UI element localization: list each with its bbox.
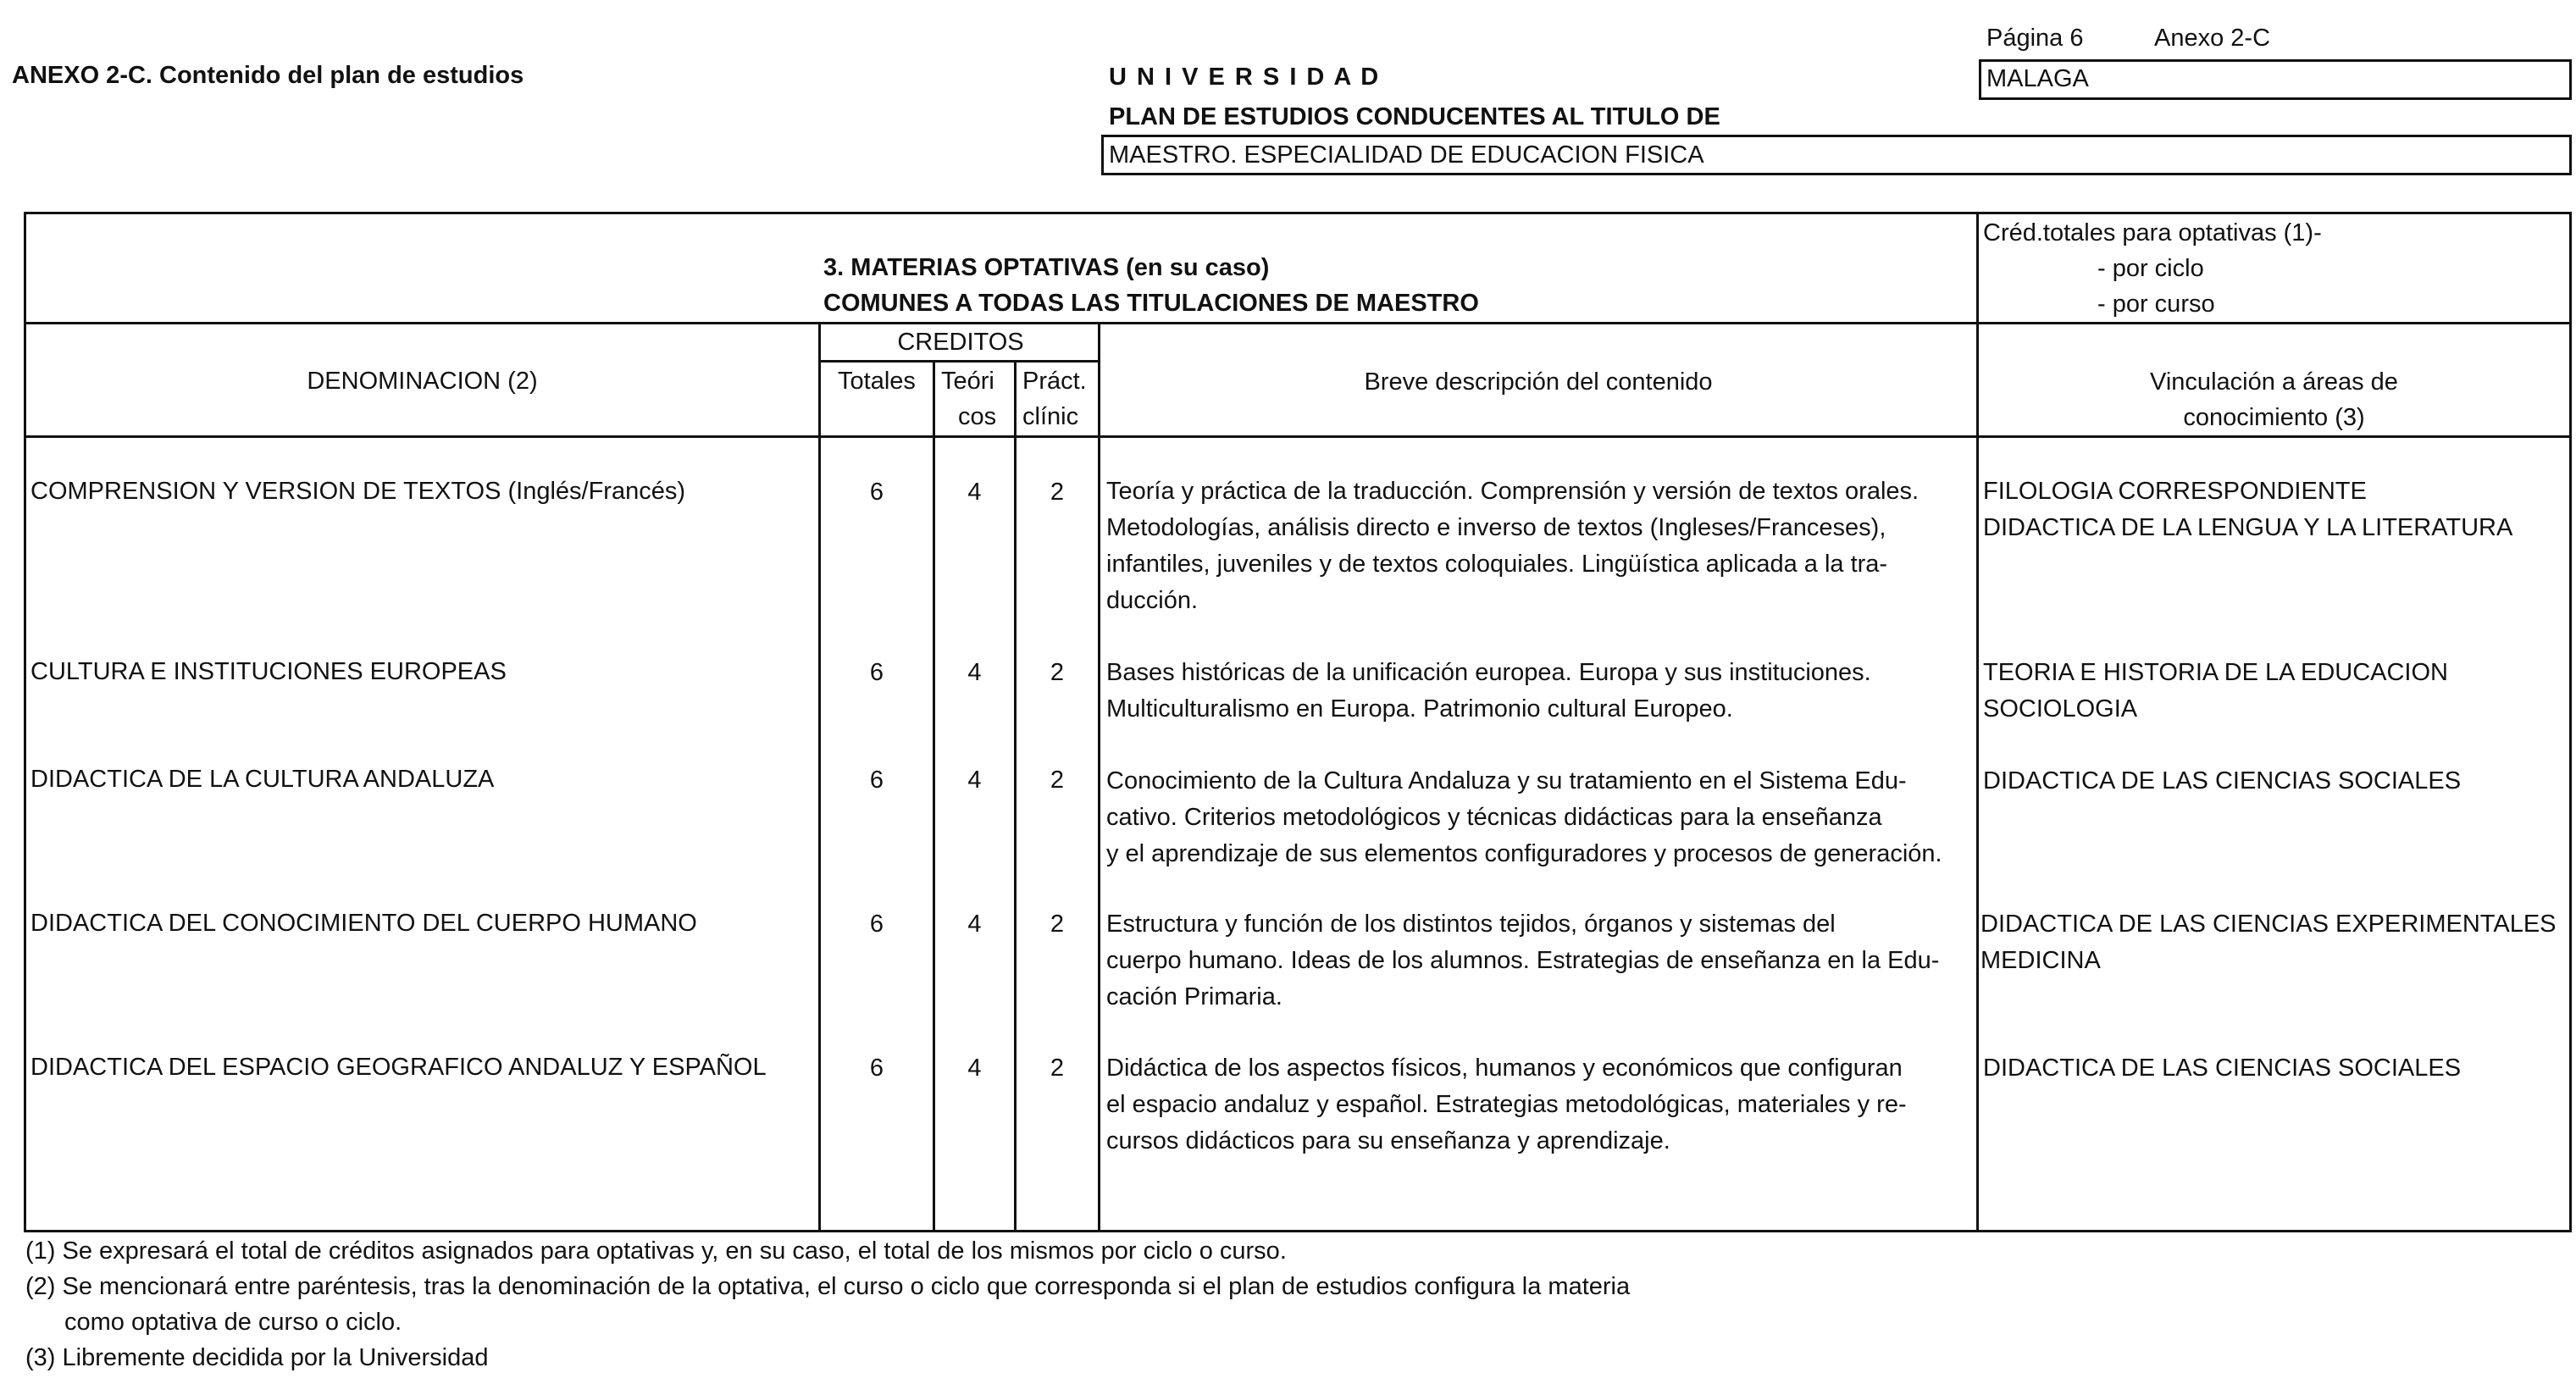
course-name: COMPRENSION Y VERSION DE TEXTOS (Inglés/Francés) [30,478,686,505]
credits-theory: 4 [967,1055,982,1082]
col-teoricos-line1: Teóri [941,368,994,395]
credits-total: 6 [869,767,884,794]
credits-total: 6 [869,911,884,938]
page-number-label: Página 6 [1986,25,2084,52]
annex-title: ANEXO 2-C. Contenido del plan de estudios [12,62,524,89]
col-descripcion: Breve descripción del contenido [1364,368,1713,396]
knowledge-areas: TEORIA E HISTORIA DE LA EDUCACION SOCIOLOGIA [1983,659,2448,722]
credits-practice: 2 [1050,911,1065,938]
course-description: Conocimiento de la Cultura Andaluza y su tratamiento en el Sistema Edu- cativo. Criterios metodológicos y técnicas didácticas para la enseñanza y el aprendizaje de sus elementos configuradores y procesos de generación. [1106,767,1942,867]
credits-practice: 2 [1050,659,1065,686]
credits-practice: 2 [1050,767,1065,794]
course-description: Didáctica de los aspectos físicos, humanos y económicos que configuran el espacio andaluz y español. Estrategias metodológicas, materiales y re- cursos didácticos para su enseñanza y aprendizaje. [1106,1055,1907,1154]
course-name: CULTURA E INSTITUCIONES EUROPEAS [30,658,507,685]
university-label: U N I V E R S I D A D [1109,64,1381,91]
col-practicos-line1: Práct. [1022,368,1087,395]
credits-theory: 4 [967,767,982,794]
course-name: DIDACTICA DE LA CULTURA ANDALUZA [30,766,495,793]
credits-practice: 2 [1050,479,1065,506]
footnote-2: (2) Se mencionará entre paréntesis, tras la denominación de la optativa, el curso o ciclo que corresponda si el plan de estudios configura la materia [25,1273,1631,1300]
knowledge-areas: FILOLOGIA CORRESPONDIENTE DIDACTICA DE LA LENGUA Y LA LITERATURA [1983,478,2513,541]
credits-total-label: Créd.totales para optativas (1)- [1983,219,2322,246]
credits-per-course-label: - por curso [2097,291,2215,318]
knowledge-areas: DIDACTICA DE LAS CIENCIAS SOCIALES [1983,1055,2462,1082]
degree-title-value: MAESTRO. ESPECIALIDAD DE EDUCACION FISICA [1109,141,1704,169]
section-subtitle: COMUNES A TODAS LAS TITULACIONES DE MAESTRO [823,290,1479,317]
credits-total: 6 [869,479,884,506]
credits-theory: 4 [967,659,982,686]
col-denominacion: DENOMINACION (2) [307,368,538,395]
credits-total: 6 [869,659,884,686]
col-creditos: CREDITOS [897,329,1024,356]
footnote-2-continued: como optativa de curso o ciclo. [64,1309,402,1336]
university-value: MALAGA [1986,65,2089,92]
knowledge-areas: DIDACTICA DE LAS CIENCIAS SOCIALES [1983,767,2462,794]
footnote-1: (1) Se expresará el total de créditos asignados para optativas y, en su caso, el total de los mismos por ciclo o curso. [25,1237,1287,1265]
plan-label: PLAN DE ESTUDIOS CONDUCENTES AL TITULO DE [1109,103,1720,130]
credits-practice: 2 [1050,1055,1065,1082]
course-description: Estructura y función de los distintos tejidos, órganos y sistemas del cuerpo humano. Ideas de los alumnos. Estrategias de enseñanza en la Edu- cación Primaria. [1106,911,1940,1010]
credits-total: 6 [869,1055,884,1082]
col-totales: Totales [838,368,916,395]
section-title: 3. MATERIAS OPTATIVAS (en su caso) [823,254,1270,281]
credits-theory: 4 [967,911,982,938]
knowledge-areas: DIDACTICA DE LAS CIENCIAS EXPERIMENTALES MEDICINA [1980,911,2557,974]
col-practicos-line2: clínic [1022,403,1079,430]
credits-per-cycle-label: - por ciclo [2097,255,2204,282]
col-vinculacion-line1: Vinculación a áreas de [2150,368,2398,396]
credits-theory: 4 [967,479,982,506]
course-description: Bases históricas de la unificación europea. Europa y sus instituciones. Multiculturalismo en Europa. Patrimonio cultural Europeo. [1106,659,1871,722]
annex-label: Anexo 2-C [2154,25,2271,52]
course-description: Teoría y práctica de la traducción. Comprensión y versión de textos orales. Metodologías, análisis directo e inverso de textos (Ingleses/Franceses), infantiles, juveniles y de textos coloquiales. Lingüística aplicada a la tra- ducción. [1106,478,1920,614]
col-vinculacion-line2: conocimiento (3) [2183,404,2365,431]
col-teoricos-line2: cos [958,403,997,430]
course-name: DIDACTICA DEL ESPACIO GEOGRAFICO ANDALUZ Y ESPAÑOL [30,1054,767,1081]
footnote-3: (3) Libremente decidida por la Universidad [25,1344,489,1371]
course-name: DIDACTICA DEL CONOCIMIENTO DEL CUERPO HUMANO [30,910,697,937]
